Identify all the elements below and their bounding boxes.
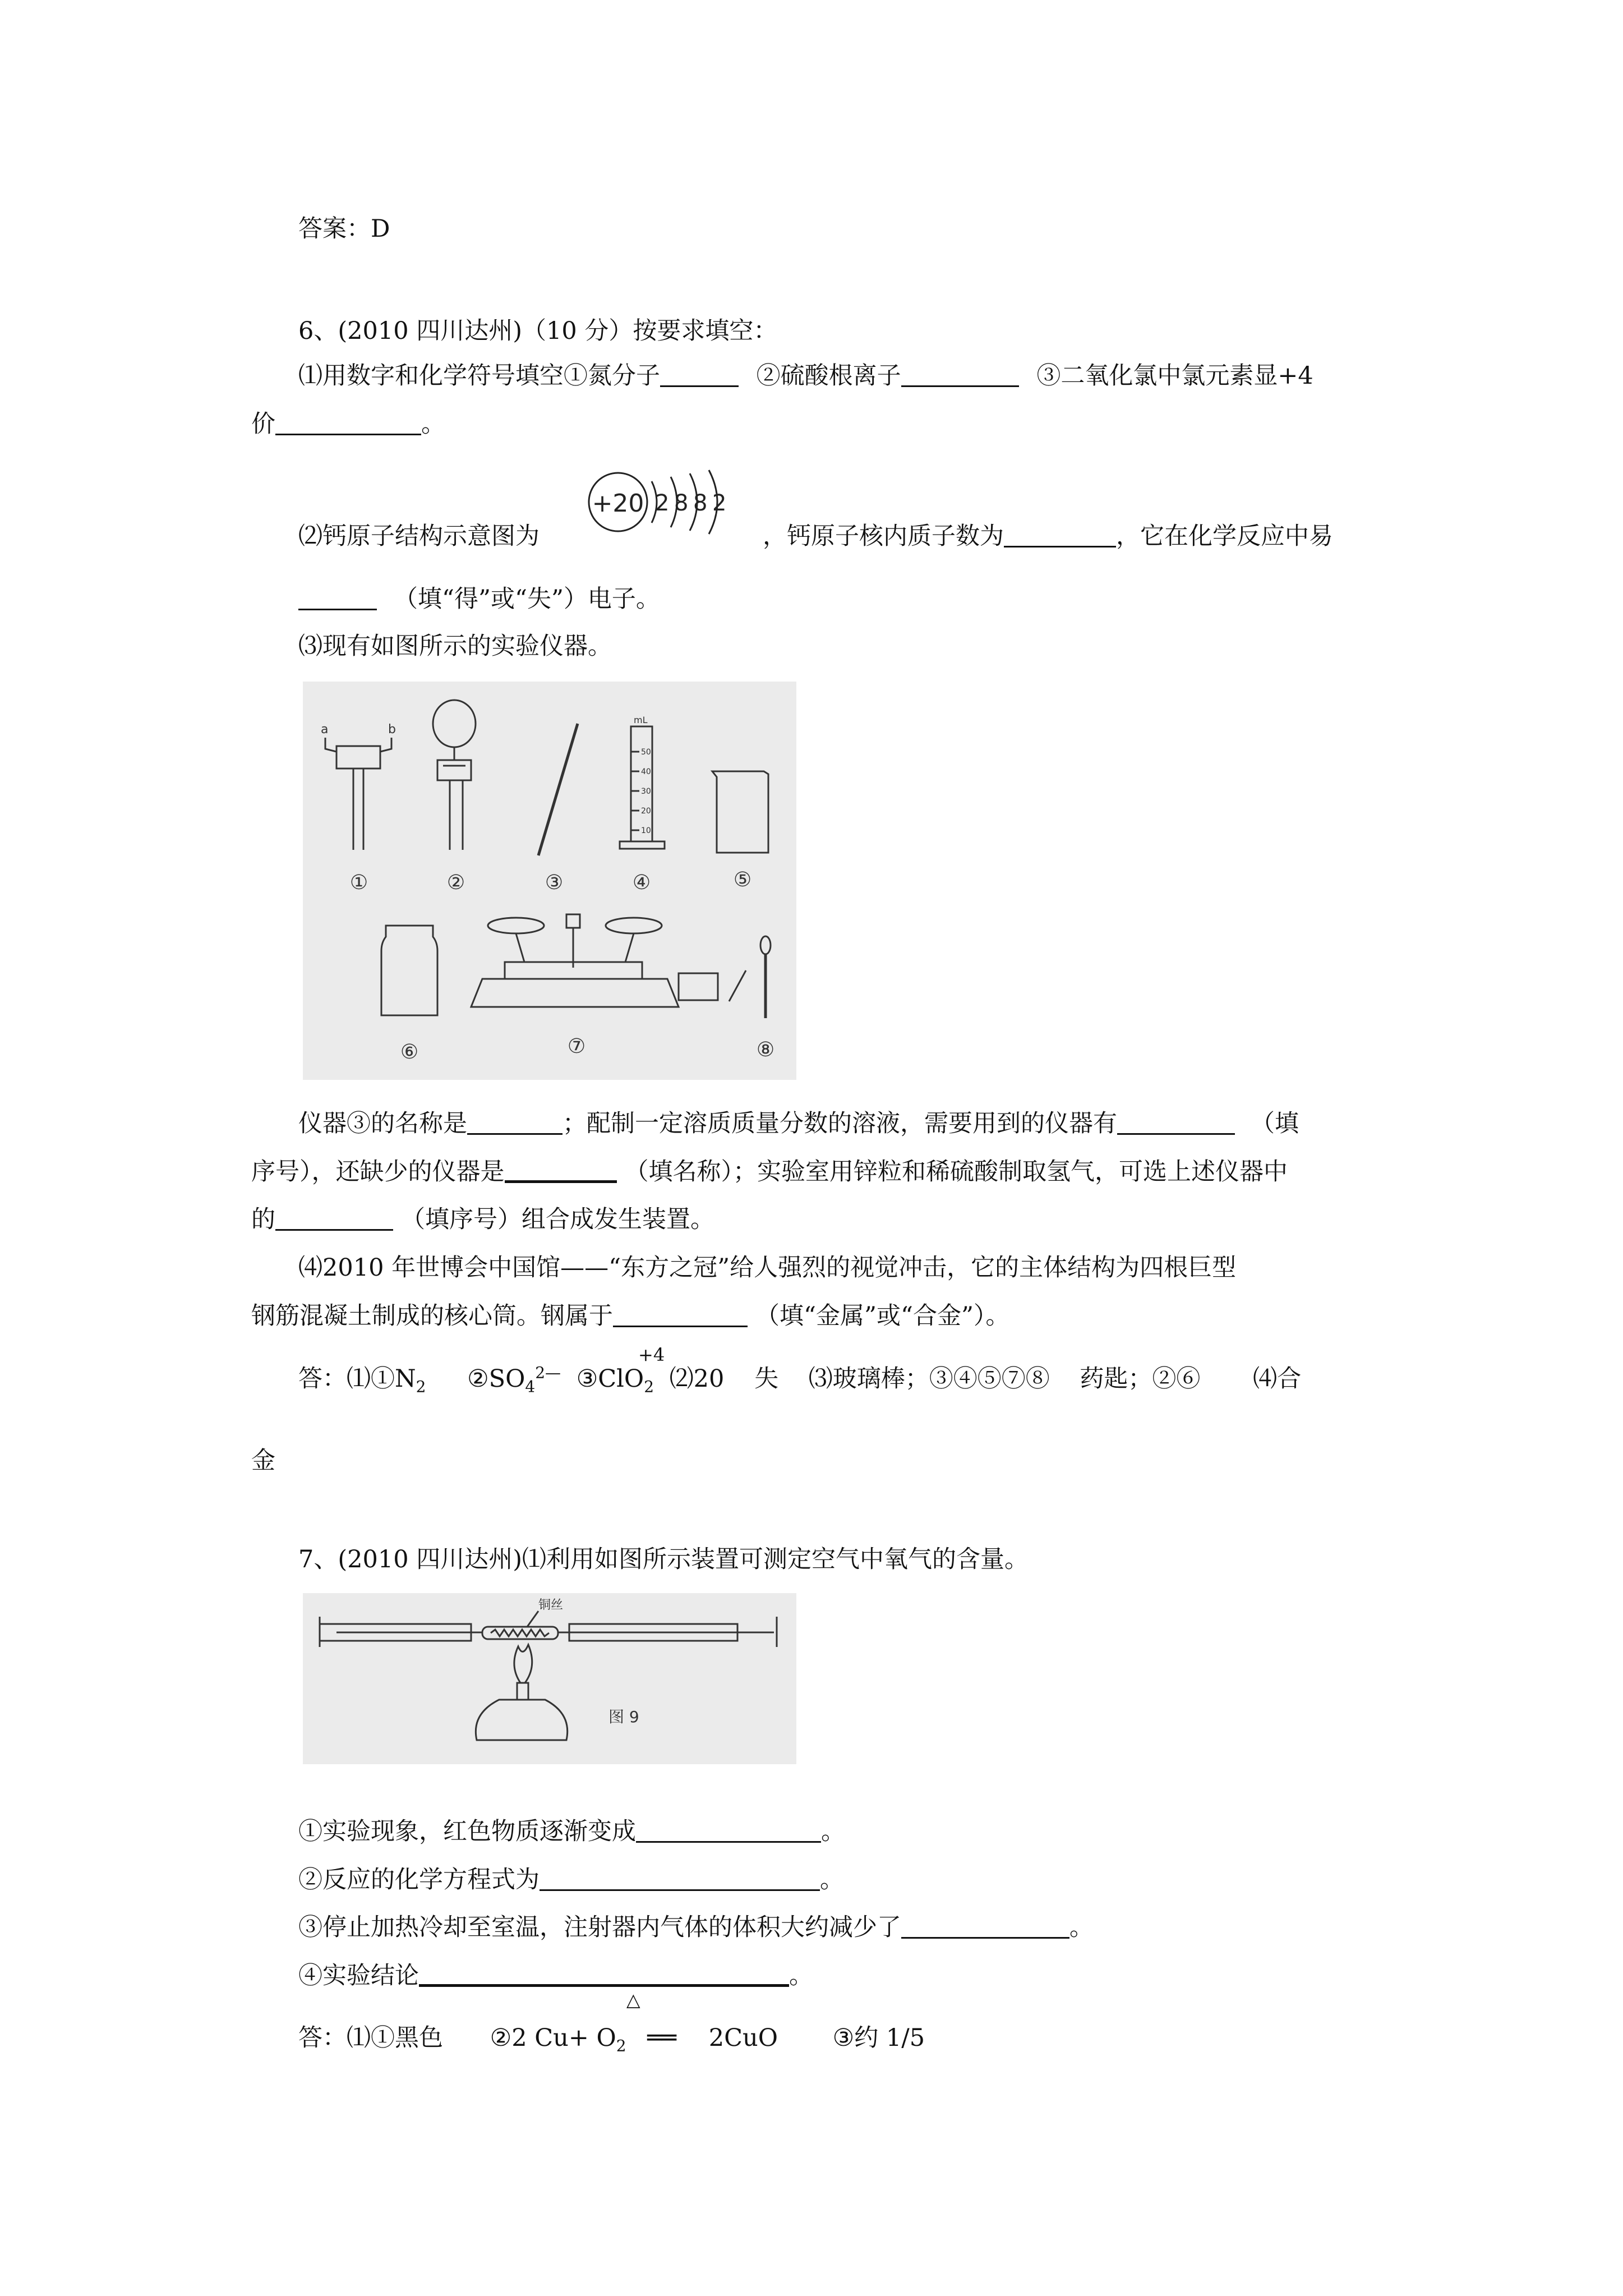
q7-answer-product: 2CuO <box>708 2024 778 2052</box>
q6-answer-part4: ⑷合 <box>1253 1365 1302 1393</box>
q7-item1-text: ①实验现象，红色物质逐渐变成 <box>298 1818 636 1846</box>
heat-symbol: △ <box>626 1989 640 2010</box>
instrument-2-separatory-funnel <box>433 700 476 850</box>
instrument-label-6: ⑥ <box>400 1041 419 1064</box>
q7-item4-text: ④实验结论 <box>298 1962 419 1990</box>
q6-answer-so4: $②SO_4^{2—}$ <box>467 1363 561 1396</box>
q7-item2 <box>298 1864 844 1895</box>
instrument-label-4: ④ <box>632 871 651 894</box>
nucleus-charge: +20 <box>592 489 644 518</box>
cylinder-tick-20: 20 <box>641 807 651 816</box>
q6-part3-line2 <box>251 1156 1288 1188</box>
q6-part2-line2 <box>298 583 660 615</box>
q7-item4-end: 。 <box>789 1962 813 1990</box>
q6-part1-line2 <box>251 408 445 440</box>
q6-part1-text-c: ③二氧化氯中氯元素显+4 <box>1036 362 1313 390</box>
q7-item3-text: ③停止加热冷却至室温，注射器内气体的体积大约减少了 <box>298 1913 901 1941</box>
q7-blank-equation[interactable] <box>540 1867 820 1891</box>
q6-part1-text-d: 价 <box>251 410 275 438</box>
q6-part3-text-3b: （填序号）组合成发生装置。 <box>401 1205 714 1234</box>
q6-part4-text-2b: （填“金属”或“合金”）。 <box>755 1302 1010 1330</box>
q6-part3-text-2b: （填名称）；实验室用锌粒和稀硫酸制取氢气，可选上述仪器中 <box>624 1158 1288 1186</box>
q6-part3-text-1c: （填 <box>1251 1110 1299 1138</box>
q7-blank-conclusion[interactable] <box>419 1962 789 1987</box>
q7-heading: 7、(2010 四川达州)⑴利用如图所示装置可测定空气中氧气的含量。 <box>298 1545 1029 1573</box>
shell-electrons-1: 2 <box>655 490 670 516</box>
calcium-atom-svg <box>583 460 735 555</box>
q7-item4 <box>298 1960 813 1991</box>
instrument-8-spoon <box>760 936 771 1018</box>
q6-answer-spoon: 药匙；②⑥ <box>1080 1365 1201 1393</box>
q6-part4-text-2a: 钢筋混凝土制成的核心筒。钢属于 <box>251 1302 613 1330</box>
shell-electrons-2: 8 <box>674 490 689 516</box>
lab-instruments-figure <box>303 682 796 1080</box>
q7-blank-color-change[interactable] <box>636 1819 821 1843</box>
q6-blank-gain-lose[interactable] <box>298 586 377 610</box>
clo2-valence-mark: +4 <box>638 1344 665 1365</box>
q6-part3-text-2a: 序号），还缺少的仪器是 <box>251 1158 505 1186</box>
q6-part1-text-e: 。 <box>421 410 445 438</box>
lamp-body <box>476 1700 567 1740</box>
q7-item1 <box>298 1816 845 1847</box>
figure-9-caption: 图 9 <box>608 1708 639 1726</box>
q6-blank-solution-instruments[interactable] <box>1117 1111 1235 1135</box>
q6-blank-missing-instrument[interactable] <box>505 1158 617 1183</box>
q6-blank-sulfate-ion[interactable] <box>901 363 1019 387</box>
q7-answer-reactants: ②2 $Cu+ O_2$ <box>490 2024 626 2055</box>
q6-part4-line2 <box>251 1300 1009 1332</box>
cylinder-tick-30: 30 <box>641 787 651 796</box>
lab-instruments-svg <box>303 682 796 1080</box>
q6-answer-n2: 答：$⑴①N_2$ <box>298 1365 426 1396</box>
q6-blank-steel-type[interactable] <box>613 1303 748 1327</box>
figure-9-apparatus <box>303 1593 796 1764</box>
q7-blank-volume-reduction[interactable] <box>901 1915 1069 1939</box>
figure-9-svg <box>303 1593 796 1764</box>
q6-part1-text-b: ②硫酸根离子 <box>756 362 901 390</box>
cylinder-tick-40: 40 <box>641 767 651 776</box>
stopper-label-b: b <box>388 723 396 737</box>
q6-part3-intro: ⑶现有如图所示的实验仪器。 <box>298 632 612 660</box>
q6-part1-text-a: ⑴用数字和化学符号填空①氮分子 <box>298 362 660 390</box>
calcium-atom-diagram <box>583 460 735 555</box>
q6-part2-line1-a: ⑵钙原子结构示意图为 <box>298 522 540 550</box>
q6-part2-text-d: （填“得”或“失”）电子。 <box>394 585 660 613</box>
instrument-7-balance <box>471 914 746 1007</box>
q6-answer-line1 <box>298 1363 1301 1395</box>
lamp-flame <box>514 1645 532 1683</box>
copper-wire <box>491 1630 549 1636</box>
q6-heading: 6、(2010 四川达州)（10 分）按要求填空： <box>298 317 778 345</box>
lamp-wick <box>517 1683 528 1700</box>
q7-item1-end: 。 <box>821 1818 845 1846</box>
top-answer: 答案：D <box>298 215 390 243</box>
instrument-5-beaker <box>712 771 768 853</box>
instrument-label-3: ③ <box>545 871 564 894</box>
instrument-label-2: ② <box>446 871 465 894</box>
q7-item2-text: ②反应的化学方程式为 <box>298 1866 540 1894</box>
q6-part3-line3 <box>251 1204 714 1235</box>
q7-item3 <box>298 1912 1094 1943</box>
q7-item3-end: 。 <box>1069 1913 1094 1941</box>
q7-answer-line <box>298 2022 925 2054</box>
q6-part3-text-1b: ；配制一定溶质质量分数的溶液，需要用到的仪器有 <box>562 1110 1117 1138</box>
q6-blank-hydrogen-apparatus[interactable] <box>275 1207 393 1231</box>
q6-answer-proton: ⑵20 <box>669 1365 725 1393</box>
q6-part1-line1 <box>298 360 1313 392</box>
q6-part2-line1-b <box>763 521 1333 552</box>
q6-part2-text-b: ，钙原子核内质子数为 <box>763 522 1004 550</box>
stopper-label-a: a <box>321 723 329 737</box>
instrument-3-glass-rod <box>538 724 578 855</box>
instrument-label-5: ⑤ <box>733 868 752 891</box>
q6-part3-line1 <box>298 1108 1299 1139</box>
q6-blank-proton-number[interactable] <box>1004 523 1116 547</box>
q6-answer-part3: ⑶玻璃棒；③④⑤⑦⑧ <box>808 1365 1050 1393</box>
q6-part4-line1: ⑷2010 年世博会中国馆——“东方之冠”给人强烈的视觉冲击，它的主体结构为四根巨型 <box>298 1254 1237 1282</box>
instrument-label-8: ⑧ <box>756 1038 775 1061</box>
shell-electrons-4: 2 <box>712 490 727 516</box>
q6-blank-chlorine-valence[interactable] <box>275 411 421 435</box>
q6-answer-lose: 失 <box>754 1365 779 1393</box>
q6-answer-clo2: ③ClO$_2$ <box>576 1365 654 1396</box>
q7-answer-equals: ══ <box>647 2024 677 2052</box>
q6-answer-line2: 金 <box>251 1447 275 1475</box>
cylinder-tick-50: 50 <box>641 748 651 757</box>
q7-answer-black: 答：⑴①黑色 <box>298 2024 443 2052</box>
cylinder-tick-10: 10 <box>641 826 651 835</box>
shell-electrons-3: 8 <box>693 490 708 516</box>
q6-blank-instrument-3-name[interactable] <box>467 1111 562 1135</box>
q6-part2-text-c: ，它在化学反应中易 <box>1116 522 1333 550</box>
instrument-1-stopper-tubes <box>325 738 391 850</box>
q6-part3-text-3a: 的 <box>251 1205 275 1234</box>
q7-answer-fraction: ③约 1/5 <box>832 2024 925 2052</box>
q6-blank-nitrogen-molecule[interactable] <box>660 363 739 387</box>
instrument-label-1: ① <box>349 871 368 894</box>
q7-item2-end: 。 <box>820 1866 844 1894</box>
cylinder-unit-label: mL <box>634 715 648 725</box>
instrument-label-7: ⑦ <box>567 1035 586 1058</box>
wire-label-pointer <box>527 1611 538 1627</box>
copper-wire-label: 铜丝 <box>538 1598 564 1612</box>
q6-part3-text-1a: 仪器③的名称是 <box>298 1110 467 1138</box>
instrument-6-bottle <box>381 926 437 1015</box>
